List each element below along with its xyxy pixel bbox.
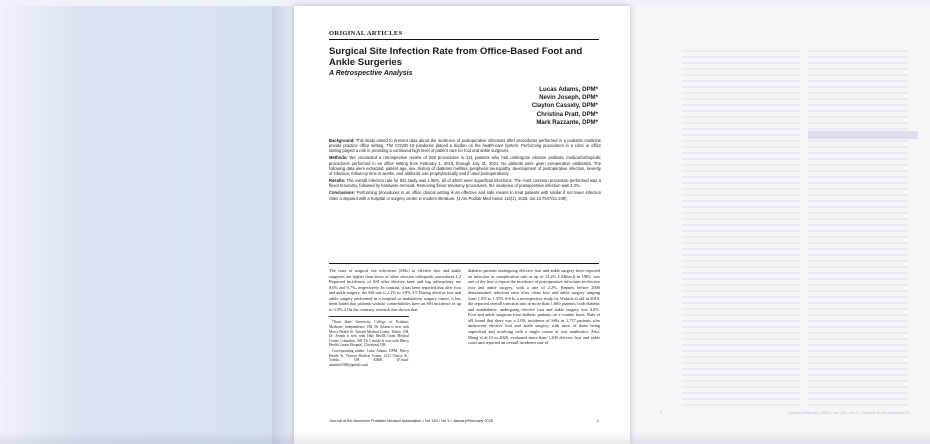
section-label: ORIGINAL ARTICLES bbox=[329, 30, 403, 37]
author-name: Christina Pratt, DPM* bbox=[536, 110, 598, 118]
viewer-bottom-shade bbox=[0, 432, 930, 444]
abstract-conclusions bbox=[329, 190, 601, 200]
text-column-right bbox=[468, 268, 600, 414]
author-name: Mark Razzante, DPM* bbox=[536, 118, 598, 126]
previous-page-preview[interactable] bbox=[0, 6, 272, 444]
abstract-label: Background: bbox=[329, 138, 355, 143]
abstract-text: We conducted a retrospective review of 205 procedures in 121 patients who had undergone elective podiatric medical/orthopedic procedures performed in an office setting from February 1, 2018, through July 31, 2021. No patients were given preoperative antibiotics. The following data were extracted: patient age, sex, history of diabetes mellitus, peripheral neuropathy, development of postoperative infection, severity of infection, follow-up time in weeks, and antibiotic use prophylactically and if used postoperatively. bbox=[329, 155, 601, 176]
abstract-text: The overall infection rate for this study was 1.95%, all of which were superficial infections. The most common procedure performed was a flexor tenotomy, followed by hardware removal. Removing flexor tenotomy procedures, the incidence of postoperative infection was 3.3%. bbox=[329, 178, 602, 189]
abstract-results bbox=[329, 178, 601, 188]
abstract-label: Conclusions: bbox=[329, 190, 356, 196]
abstract-text: This study aimed to present data about the incidence of postoperative infections after procedures performed in a podiatric medicine private practice office setting. The COVID-19 pandemic placed a burden on the health-care system. Performing procedures in a clinic or office setting played a role in providing a continued high level of patient care for foot and ankle surgeons. bbox=[329, 138, 601, 154]
abstract-rule bbox=[329, 263, 599, 264]
abstract-label: Methods: bbox=[329, 155, 348, 161]
abstract bbox=[329, 138, 601, 203]
article-title: Surgical Site Infection Rate from Office-Based Foot and Ankle Surgeries bbox=[329, 46, 583, 68]
author-name: Lucas Adams, DPM* bbox=[539, 86, 598, 93]
next-page-footer bbox=[660, 410, 910, 415]
article-subtitle: A Retrospective Analysis bbox=[329, 70, 413, 77]
abstract-text: Performing procedures in an office clinical setting is an effective and safe means to treat patients with similar if not lower infection rates compared with a hospital or surgery center in modern literature. (J Am Podiatr Med Assoc 115(1), 2025; doi:10.7547/21-238) bbox=[329, 190, 602, 201]
page-footer bbox=[329, 418, 599, 423]
faded-text-column bbox=[682, 50, 800, 410]
footer-journal: Journal of the American Podiatric Medical Association • Vol 115 • No 1 • January/February 2025 bbox=[329, 418, 494, 423]
body-paragraph: diabetic patients undergoing elective foot and ankle surgery have reported an infection or complication rate of up to 13.2%.4 Miller,6 in 1983, was one of the first to report the incidence of postoperative infections in elective foot and ankle surgery, with a rate of 2.2%. Reports before 2000 demonstrated infection rates after clean foot and ankle surgery ranging from 1.0% to 1.35%.6-8 In a retrospective study by Wukich et al4 in 2010, the reported overall infection rate in more than 1,000 patients, both diabetic and nondiabetic, undergoing elective foot and ankle surgery was 4.0%. Foot and ankle surgeons treat diabetic patients on a routine basis. Rafe et al9 found that there was a 2.0% incidence of SSIs in 1,737 patients who underwent elective foot and ankle surgery, with most of them being superficial and resolving with a single course of oral antibiotics. Also, Meng et al,10 in 2020, evaluated more than 1,200 elective foot and ankle cases and reported an overall incidence rate of bbox=[468, 268, 600, 346]
author-name: Nevin Joseph, DPM* bbox=[539, 94, 598, 102]
header-rule bbox=[329, 39, 599, 40]
abstract-methods bbox=[329, 155, 601, 175]
next-page-journal: January/February 2025 • Vol 115 • No 1 • Journal of the American Po bbox=[788, 410, 910, 415]
corresponding-author-note: Corresponding author: Luke Adams, DPM, Mercy Health St. Vincent Medical Center, 2213 Cherry St., Toledo, OH 43608. (E-mail: adamslu1000@gmail.com) bbox=[329, 348, 409, 367]
faded-text-column bbox=[808, 50, 908, 410]
abstract-background bbox=[329, 138, 601, 153]
author-list bbox=[454, 86, 598, 127]
affiliation-note: *Kent State University College of Podiatric Medicine, Independence, OH. Dr. Adams is now with Mercy Health St. Vincent Medical Center, Toledo, OH. Dr. Joseph is now with Ohio Health Grant Medical Center, Columbus, OH. Dr. Cassidy is now with Mercy Health Lorain Hospital, Cleveland, OH. bbox=[329, 320, 409, 348]
body-text bbox=[329, 268, 601, 414]
next-page-preview[interactable] bbox=[630, 6, 930, 444]
next-page-number: 2 bbox=[660, 410, 663, 415]
abstract-label: Results: bbox=[329, 178, 346, 184]
document-page[interactable] bbox=[294, 6, 630, 444]
faded-section-heading bbox=[808, 131, 918, 139]
author-footnote bbox=[329, 316, 409, 367]
text-column-left bbox=[329, 268, 461, 414]
body-paragraph: The rates of surgical site infections (SSIs) in elective foot and ankle surgeries are higher than those of other elective orthopedic procedures.1,2 Reported incidences of SSI after elective knee and hip arthroplasty are 0.6% and 0.7%, respectively. In contrast, it has been reported that after foot and ankle surgery, the SSI rate is 2.2% to 4.8%.3-5 During elective foot and ankle surgery performed in a hospital or ambulatory surgery center, it has been found that patients without comorbidities have an SSI incidence of up to 3.5%.4 On the contrary, research has shown that bbox=[329, 268, 461, 312]
author-name: Clayton Cassidy, DPM* bbox=[531, 102, 598, 110]
page-shadow-left bbox=[272, 6, 294, 444]
footer-page-number: 1 bbox=[596, 418, 599, 423]
